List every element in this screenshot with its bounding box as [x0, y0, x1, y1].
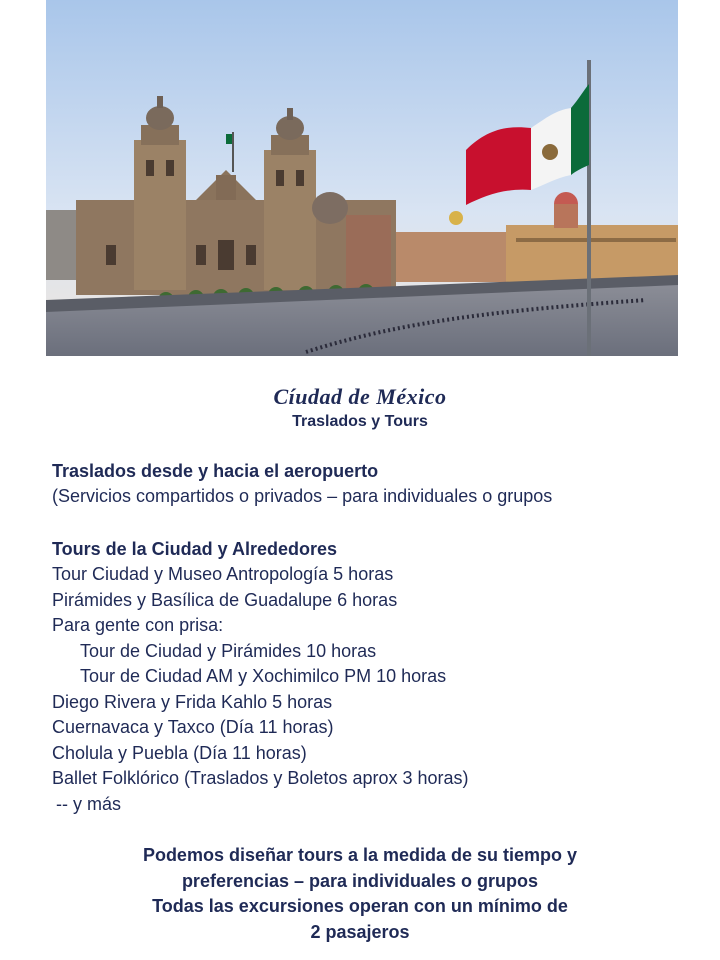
- tour-item: Diego Rivera y Frida Kahlo 5 horas: [52, 691, 333, 712]
- closing-line: preferencias – para individuales o grupos: [181, 870, 539, 891]
- tour-item: Para gente con prisa:: [52, 615, 224, 635]
- tour-item: Cholula y Puebla (Día 11 horas): [52, 742, 307, 763]
- tour-item: Cuernavaca y Taxco (Día 11 horas): [52, 717, 334, 737]
- tour-subitem: Tour de Ciudad AM y Xochimilco PM 10 horas: [80, 666, 447, 686]
- zocalo-illustration: [46, 0, 678, 356]
- tours-section: [52, 536, 692, 817]
- hero-image: [46, 0, 678, 356]
- page-subtitle: Traslados y Tours: [292, 413, 428, 430]
- closing-line: Podemos diseñar tours a la medida de su tiempo y: [142, 845, 578, 865]
- closing-line: Todas las excursiones operan con un mínimo de: [152, 896, 568, 916]
- tour-more: -- y más: [56, 793, 121, 814]
- transfers-heading: Traslados desde y hacia el aeropuerto: [52, 461, 379, 481]
- closing-line: 2 pasajeros: [310, 921, 410, 942]
- page-title: Cíudad de México: [273, 384, 447, 409]
- transfers-section: [52, 458, 692, 510]
- transfers-detail: (Servicios compartidos o privados – para individuales o grupos: [52, 486, 553, 506]
- closing-message: [60, 843, 660, 945]
- tours-heading: Tours de la Ciudad y Alrededores: [52, 539, 338, 559]
- tour-item: Tour Ciudad y Museo Antropología 5 horas: [52, 564, 394, 584]
- tour-item: Pirámides y Basílica de Guadalupe 6 horas: [52, 589, 398, 610]
- tour-item: Ballet Folklórico (Traslados y Boletos aprox 3 horas): [52, 768, 469, 788]
- tour-subitem: Tour de Ciudad y Pirámides 10 horas: [80, 640, 377, 661]
